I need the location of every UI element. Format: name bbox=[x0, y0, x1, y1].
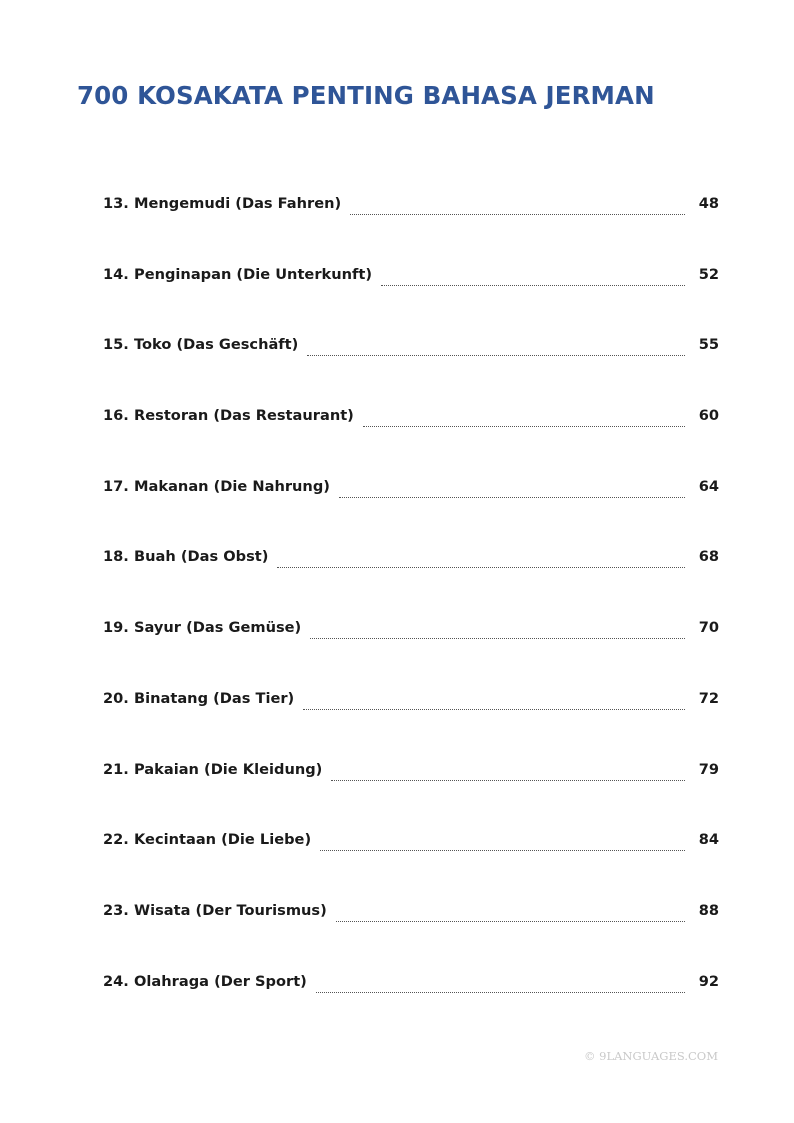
toc-entry[interactable] bbox=[103, 325, 719, 396]
toc-entry-page: 92 bbox=[698, 972, 719, 990]
toc-entry[interactable] bbox=[103, 962, 719, 1033]
toc-entry-page: 70 bbox=[698, 619, 719, 637]
toc-entry-number: 14. bbox=[103, 265, 129, 283]
dot-leader bbox=[303, 679, 684, 710]
toc-entry[interactable] bbox=[103, 184, 719, 255]
toc-entry[interactable] bbox=[103, 820, 719, 891]
toc-entry-number: 18. bbox=[103, 548, 129, 566]
dot-leader bbox=[381, 255, 685, 286]
toc-entry-number: 24. bbox=[103, 972, 129, 990]
toc-entry-page: 72 bbox=[698, 689, 719, 707]
toc-entry[interactable] bbox=[103, 608, 719, 679]
toc-entry-label: Restoran (Das Restaurant) bbox=[134, 407, 354, 425]
toc-entry[interactable] bbox=[103, 750, 719, 821]
toc-entry-page: 60 bbox=[698, 407, 719, 425]
toc-entry[interactable] bbox=[103, 396, 719, 467]
page-title: 700 KOSAKATA PENTING BAHASA JERMAN bbox=[77, 81, 655, 110]
toc-entry-label: Kecintaan (Die Liebe) bbox=[134, 831, 312, 849]
toc-entry-page: 79 bbox=[698, 760, 719, 778]
toc-entry-label: Sayur (Das Gemüse) bbox=[134, 619, 302, 637]
toc-entry[interactable] bbox=[103, 255, 719, 326]
dot-leader bbox=[316, 962, 685, 993]
toc-entry-page: 48 bbox=[698, 195, 719, 212]
toc-entry-label: Olahraga (Der Sport) bbox=[134, 972, 307, 990]
toc-entry[interactable] bbox=[103, 891, 719, 962]
dot-leader bbox=[350, 184, 685, 215]
dot-leader bbox=[363, 396, 685, 427]
toc-entry-number: 21. bbox=[103, 760, 129, 778]
dot-leader bbox=[331, 750, 684, 781]
dot-leader bbox=[320, 820, 685, 851]
toc-entry-page: 55 bbox=[698, 336, 719, 354]
toc-entry-number: 22. bbox=[103, 831, 129, 849]
toc-entry-label: Binatang (Das Tier) bbox=[134, 689, 295, 707]
toc-entry-page: 84 bbox=[698, 831, 719, 849]
toc-entry-label: Toko (Das Geschäft) bbox=[134, 336, 299, 354]
dot-leader bbox=[336, 891, 685, 922]
toc-entry-page: 88 bbox=[698, 901, 719, 919]
toc-entry-page: 68 bbox=[698, 548, 719, 566]
toc-entry-label: Wisata (Der Tourismus) bbox=[134, 901, 327, 919]
dot-leader bbox=[277, 537, 684, 568]
toc-entry-number: 13. bbox=[103, 195, 129, 212]
toc-entry-label: Makanan (Die Nahrung) bbox=[134, 477, 330, 495]
toc-entry-label: Mengemudi (Das Fahren) bbox=[134, 195, 342, 212]
toc-entry-number: 16. bbox=[103, 407, 129, 425]
toc-entry[interactable] bbox=[103, 467, 719, 538]
toc-entry-page: 52 bbox=[698, 265, 719, 283]
toc-entry[interactable] bbox=[103, 537, 719, 608]
dot-leader bbox=[310, 608, 684, 639]
toc-entry-label: Buah (Das Obst) bbox=[134, 548, 269, 566]
toc-entry-number: 15. bbox=[103, 336, 129, 354]
dot-leader bbox=[339, 467, 685, 498]
toc-entry-label: Pakaian (Die Kleidung) bbox=[134, 760, 323, 778]
dot-leader bbox=[307, 325, 684, 356]
toc-entry[interactable] bbox=[103, 679, 719, 750]
toc-entry-number: 17. bbox=[103, 477, 129, 495]
copyright-watermark: © 9LANGUAGES.COM bbox=[584, 1049, 719, 1063]
toc-entry-page: 64 bbox=[698, 477, 719, 495]
toc-entry-number: 19. bbox=[103, 619, 129, 637]
toc-entry-number: 20. bbox=[103, 689, 129, 707]
toc-entry-label: Penginapan (Die Unterkunft) bbox=[134, 265, 372, 283]
table-of-contents bbox=[103, 184, 719, 1032]
toc-entry-number: 23. bbox=[103, 901, 129, 919]
